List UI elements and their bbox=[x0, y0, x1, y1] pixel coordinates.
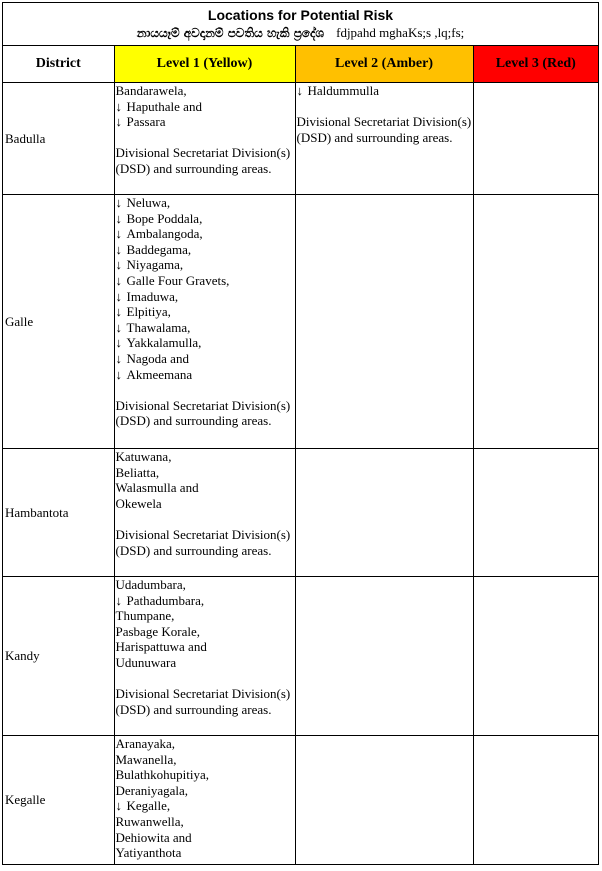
down-arrow-icon: ↓ bbox=[115, 319, 122, 335]
location-item bbox=[116, 226, 295, 242]
location-name: Harispattuwa and bbox=[115, 639, 207, 655]
table-body bbox=[3, 83, 598, 864]
down-arrow-icon: ↓ bbox=[115, 226, 122, 242]
location-name: Beliatta, bbox=[115, 464, 160, 480]
down-arrow-icon: ↓ bbox=[115, 798, 122, 814]
level2-cell bbox=[295, 195, 473, 449]
location-name: Ruwanwella, bbox=[115, 813, 184, 829]
document-title: Locations for Potential Risk bbox=[207, 7, 394, 23]
location-name: Akmeemana bbox=[126, 366, 193, 382]
location-name: Ambalangoda, bbox=[126, 226, 203, 242]
risk-table bbox=[3, 46, 598, 864]
table-row bbox=[3, 577, 598, 736]
location-item bbox=[116, 767, 295, 783]
location-name: Elpitiya, bbox=[126, 304, 171, 320]
location-item bbox=[116, 480, 295, 496]
location-name: Yatiyanthota bbox=[115, 845, 182, 861]
location-item bbox=[116, 845, 295, 861]
dsd-note: Divisional Secretariat Division(s) (DSD) and surrounding areas. bbox=[296, 114, 472, 145]
risk-locations-document bbox=[2, 2, 599, 865]
location-name: Pasbage Korale, bbox=[115, 623, 200, 639]
header-row bbox=[3, 46, 598, 83]
district-cell: Kegalle bbox=[3, 736, 114, 864]
location-name: Thumpane, bbox=[115, 608, 175, 624]
district-cell: Hambantota bbox=[3, 449, 114, 577]
subtitle-legacy-font: fdjpahd mghaKs;s ,lq;fs; bbox=[336, 25, 465, 40]
location-item bbox=[116, 351, 295, 367]
subtitle-sinhala: නායයෑම් අවදානම් පවතිය හැකි ප්‍රදේශ bbox=[136, 26, 324, 40]
location-item bbox=[116, 242, 295, 258]
level1-cell bbox=[114, 195, 295, 449]
location-name: Aranayaka, bbox=[115, 736, 176, 751]
location-item bbox=[116, 639, 295, 655]
spacer bbox=[116, 671, 295, 687]
location-name: Walasmulla and bbox=[115, 480, 199, 496]
down-arrow-icon: ↓ bbox=[115, 210, 122, 226]
location-item bbox=[116, 496, 295, 512]
down-arrow-icon: ↓ bbox=[115, 257, 122, 273]
table-row bbox=[3, 83, 598, 195]
location-item bbox=[116, 830, 295, 846]
header-level2-amber: Level 2 (Amber) bbox=[295, 46, 473, 83]
location-item bbox=[116, 99, 295, 115]
location-item bbox=[116, 335, 295, 351]
location-item bbox=[116, 736, 295, 752]
down-arrow-icon: ↓ bbox=[296, 83, 303, 98]
location-item bbox=[116, 655, 295, 671]
location-item bbox=[116, 798, 295, 814]
table-row bbox=[3, 195, 598, 449]
level2-cell bbox=[295, 577, 473, 736]
level2-cell bbox=[295, 83, 473, 195]
table-row bbox=[3, 736, 598, 864]
location-name: Dehiowita and bbox=[115, 829, 192, 845]
level3-cell bbox=[473, 577, 598, 736]
location-item bbox=[116, 752, 295, 768]
location-item bbox=[116, 783, 295, 799]
location-name: Kegalle, bbox=[126, 798, 171, 814]
location-item bbox=[116, 289, 295, 305]
location-item bbox=[116, 608, 295, 624]
level3-cell bbox=[473, 736, 598, 864]
down-arrow-icon: ↓ bbox=[115, 288, 122, 304]
dsd-note: Divisional Secretariat Division(s) (DSD) and surrounding areas. bbox=[115, 145, 291, 176]
district-cell: Badulla bbox=[3, 83, 114, 195]
location-name: Thawalama, bbox=[126, 319, 191, 335]
title-block bbox=[3, 3, 598, 46]
down-arrow-icon: ↓ bbox=[115, 335, 122, 351]
location-item bbox=[116, 814, 295, 830]
location-name: Passara bbox=[126, 114, 166, 130]
location-item bbox=[116, 367, 295, 383]
location-name: Pathadumbara, bbox=[126, 592, 205, 608]
level3-cell bbox=[473, 449, 598, 577]
location-name: Yakkalamulla, bbox=[126, 335, 202, 351]
down-arrow-icon: ↓ bbox=[115, 304, 122, 320]
location-name: Okewela bbox=[115, 495, 162, 511]
down-arrow-icon: ↓ bbox=[115, 592, 122, 608]
header-level1-yellow: Level 1 (Yellow) bbox=[114, 46, 295, 83]
location-name: Baddegama, bbox=[126, 241, 192, 257]
level1-cell bbox=[114, 736, 295, 864]
header-level3-red: Level 3 (Red) bbox=[473, 46, 598, 83]
location-item bbox=[116, 465, 295, 481]
location-item bbox=[116, 304, 295, 320]
location-name: Haldummulla bbox=[307, 83, 379, 98]
down-arrow-icon: ↓ bbox=[115, 241, 122, 257]
table-row bbox=[3, 449, 598, 577]
location-name: Niyagama, bbox=[126, 257, 184, 273]
district-cell: Kandy bbox=[3, 577, 114, 736]
location-name: Bope Poddala, bbox=[126, 210, 203, 226]
location-name: Imaduwa, bbox=[126, 288, 179, 304]
dsd-note: Divisional Secretariat Division(s) (DSD) and surrounding areas. bbox=[115, 397, 291, 429]
location-name: Bulathkohupitiya, bbox=[115, 767, 210, 783]
location-name: Deraniyagala, bbox=[115, 782, 189, 798]
down-arrow-icon: ↓ bbox=[115, 350, 122, 366]
location-item bbox=[116, 83, 295, 99]
level3-cell bbox=[473, 83, 598, 195]
down-arrow-icon: ↓ bbox=[115, 366, 122, 382]
level1-cell bbox=[114, 83, 295, 195]
down-arrow-icon: ↓ bbox=[115, 114, 122, 130]
level2-cell bbox=[295, 736, 473, 864]
level2-cell bbox=[295, 449, 473, 577]
spacer bbox=[116, 382, 295, 398]
header-district: District bbox=[3, 46, 114, 83]
level3-cell bbox=[473, 195, 598, 449]
dsd-note: Divisional Secretariat Division(s) (DSD) and surrounding areas. bbox=[115, 686, 291, 717]
location-item bbox=[116, 593, 295, 609]
level1-cell bbox=[114, 449, 295, 577]
location-item bbox=[116, 257, 295, 273]
location-name: Haputhale and bbox=[126, 98, 202, 114]
location-item bbox=[116, 624, 295, 640]
location-name: Mawanella, bbox=[115, 751, 177, 767]
down-arrow-icon: ↓ bbox=[115, 272, 122, 288]
down-arrow-icon: ↓ bbox=[115, 195, 122, 210]
location-name: Nagoda and bbox=[126, 350, 189, 366]
level1-cell bbox=[114, 577, 295, 736]
location-name: Neluwa, bbox=[126, 195, 171, 210]
location-item bbox=[116, 577, 295, 593]
location-item bbox=[116, 211, 295, 227]
location-item bbox=[116, 195, 295, 211]
location-name: Bandarawela, bbox=[115, 83, 187, 98]
spacer bbox=[116, 130, 295, 146]
location-item bbox=[116, 320, 295, 336]
location-name: Udunuwara bbox=[115, 654, 177, 670]
spacer bbox=[116, 511, 295, 527]
location-item bbox=[116, 114, 295, 130]
location-item bbox=[116, 273, 295, 289]
location-name: Galle Four Gravets, bbox=[126, 272, 230, 288]
location-name: Katuwana, bbox=[115, 449, 172, 464]
down-arrow-icon: ↓ bbox=[115, 98, 122, 114]
location-name: Udadumbara, bbox=[115, 577, 186, 592]
spacer bbox=[297, 99, 473, 115]
district-cell: Galle bbox=[3, 195, 114, 449]
location-item bbox=[116, 449, 295, 465]
document-subtitle bbox=[3, 24, 598, 42]
location-item bbox=[297, 83, 473, 99]
dsd-note: Divisional Secretariat Division(s) (DSD) and surrounding areas. bbox=[115, 526, 291, 558]
